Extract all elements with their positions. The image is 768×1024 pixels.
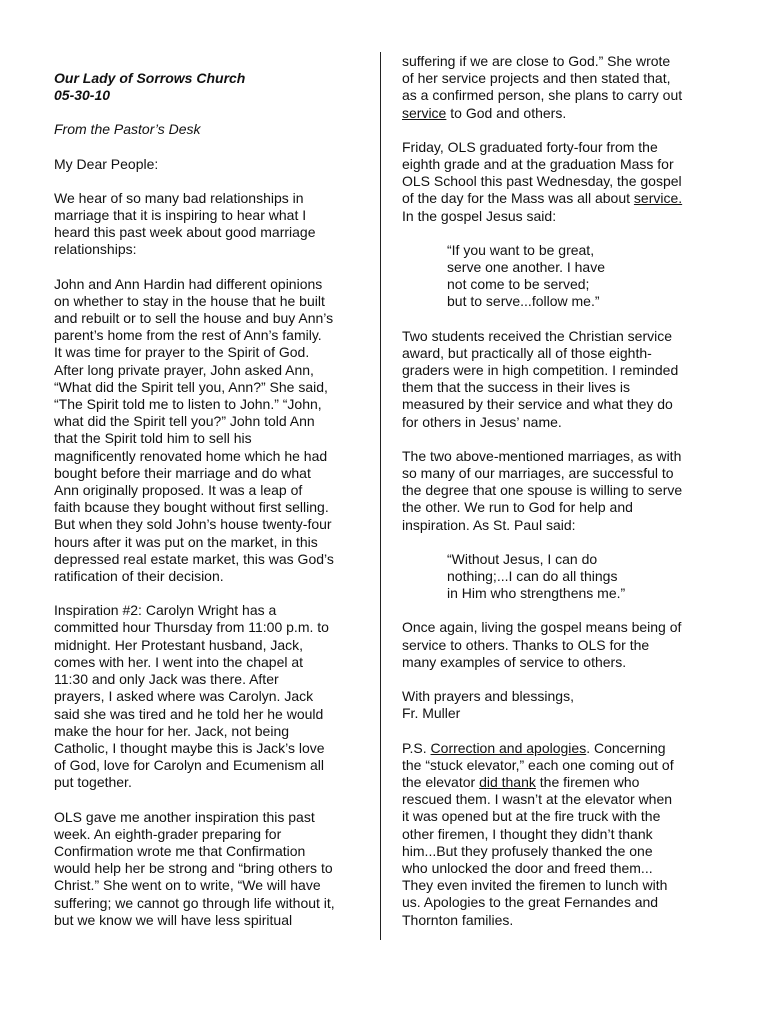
paragraph-marriages-service: [402, 448, 722, 534]
postscript: [402, 740, 722, 929]
quote-line: but to serve...follow me.”: [447, 293, 600, 310]
underlined-service: service: [402, 104, 447, 121]
underlined-did-thank: did thank: [479, 773, 536, 790]
text-line: But when they sold John’s house twenty-four: [54, 516, 332, 533]
quote-line: not come to be served;: [447, 276, 590, 293]
text-line: that the Spirit told him to sell his: [54, 430, 252, 447]
ps-label: P.S.: [402, 739, 431, 756]
text-line: it was opened but at the fire truck with the: [402, 808, 661, 825]
text-line: other firemen, I thought they didn’t thank: [402, 825, 653, 842]
text-line: prayers, I asked where was Carolyn. Jack: [54, 688, 314, 705]
text-line: depressed real estate market, this was God’s: [54, 550, 334, 567]
text-line: The two above-mentioned marriages, as with: [402, 447, 682, 464]
text-line: rescued them. I wasn’t at the elevator when: [402, 791, 673, 808]
text-line: make the hour for her. Jack, not being: [54, 722, 290, 739]
text-line: week. An eighth-grader preparing for: [54, 825, 282, 842]
text-line: John and Ann Hardin had different opinions: [54, 275, 323, 292]
paragraph-award: [402, 328, 722, 431]
text-line: them that the success in their lives is: [402, 379, 630, 396]
column-heading: From the Pastor’s Desk: [54, 121, 201, 138]
text-line: Catholic, I thought maybe this is Jack’s love: [54, 739, 325, 756]
text-line: and rebuilt or to sell the house and buy Ann’s: [54, 310, 334, 327]
text-line: the other. We run to God for help and: [402, 499, 633, 516]
text-line: Inspiration #2: Carolyn Wright has a: [54, 602, 277, 619]
text-line: magnificently renovated home which he had: [54, 447, 328, 464]
text-line: graders were in high competition. I reminded: [402, 362, 679, 379]
text-line: suffering if we are close to God.” She wrote: [402, 53, 671, 69]
text-line: After long private prayer, John asked Ann,: [54, 361, 314, 378]
text-line: We hear of so many bad relationships in: [54, 189, 304, 206]
text-line: OLS School this past Wednesday, the gospel: [402, 173, 682, 190]
text-line: us. Apologies to the great Fernandes and: [402, 894, 659, 911]
text-line: Friday, OLS graduated forty-four from the: [402, 138, 658, 155]
text-line: who unlocked the door and freed them...: [402, 859, 653, 876]
quote-line: nothing;...I can do all things: [447, 568, 618, 585]
text-line: on whether to stay in the house that he built: [54, 292, 325, 309]
text-line: They even invited the firemen to lunch with: [402, 877, 668, 894]
text-line: In the gospel Jesus said:: [402, 207, 557, 224]
text-fragment: the firemen who: [535, 773, 640, 790]
quote-line: “Without Jesus, I can do: [447, 550, 598, 567]
text-line: as a confirmed person, she plans to carry out: [402, 87, 683, 104]
text-line: [402, 740, 722, 757]
text-line: measured by their service and what they do: [402, 396, 673, 413]
text-line: would help her be strong and “bring others to: [54, 860, 333, 877]
text-fragment: to God and others.: [446, 104, 567, 121]
paragraph-marriages: [54, 190, 366, 259]
text-fragment: the elevator: [402, 773, 480, 790]
text-line: [402, 774, 722, 791]
text-line: service to others. Thanks to OLS for the: [402, 636, 650, 653]
text-line: of her service projects and then stated that,: [402, 70, 671, 87]
closing: With prayers and blessings,: [402, 688, 574, 705]
text-line: Christ.” She went on to write, “We will have: [54, 877, 321, 894]
text-line: him...But they profusely thanked the one: [402, 842, 653, 859]
text-line: eighth grade and at the graduation Mass for: [402, 156, 674, 173]
text-line: midnight. Her Protestant husband, Jack,: [54, 636, 304, 653]
quote-line: “If you want to be great,: [447, 241, 595, 258]
left-column: [54, 0, 366, 946]
signoff: [402, 688, 722, 722]
text-line: ratification of their decision.: [54, 568, 224, 585]
paragraph-graduation: [402, 139, 722, 225]
text-line: Two students received the Christian service: [402, 327, 673, 344]
text-line: Thornton families.: [402, 911, 514, 928]
text-line: parent’s home from the rest of Ann’s family.: [54, 327, 322, 344]
text-line: the degree that one spouse is willing to serve: [402, 482, 683, 499]
gospel-quote: [402, 242, 722, 311]
text-line: Confirmation wrote me that Confirmation: [54, 842, 306, 859]
text-line: many examples of service to others.: [402, 653, 627, 670]
text-line: for others in Jesus’ name.: [402, 413, 562, 430]
text-line: “The Spirit told me to listen to John.” “John,: [54, 396, 322, 413]
signature: Fr. Muller: [402, 705, 461, 722]
text-line: relationships:: [54, 241, 137, 258]
paragraph-inspiration-2: [54, 602, 366, 791]
text-line: hours after it was put on the market, in this: [54, 533, 318, 550]
quote-line: serve one another. I have: [447, 259, 605, 276]
text-line: bought before their marriage and do what: [54, 464, 311, 481]
text-line: faith bcause they bought without first selling.: [54, 499, 329, 516]
text-line: so many of our marriages, are successful to: [402, 465, 674, 482]
text-line: comes with her. I went into the chapel at: [54, 653, 304, 670]
text-line: the “stuck elevator,” each one coming out of: [402, 756, 674, 773]
underlined-service: service.: [633, 190, 683, 207]
ps-heading: Correction and apologies: [430, 739, 587, 756]
text-line: put together.: [54, 774, 132, 791]
text-line: marriage that it is inspiring to hear what I: [54, 207, 307, 224]
text-line: Ann originally proposed. It was a leap of: [54, 482, 303, 499]
text-line: [402, 105, 722, 122]
bulletin-date: 05-30-10: [54, 87, 111, 104]
paragraph-confirmation: [54, 809, 366, 929]
text-line: Once again, living the gospel means being of: [402, 619, 682, 636]
text-line: of God, love for Carolyn and Ecumenism all: [54, 757, 325, 774]
text-line: 11:30 and only Jack was there. After: [54, 671, 279, 688]
text-line: award, but practically all of those eighth-: [402, 344, 652, 361]
text-line: OLS gave me another inspiration this past: [54, 808, 315, 825]
paragraph-confirmation-cont: [402, 53, 722, 122]
text-line: committed hour Thursday from 11:00 p.m. to: [54, 619, 329, 636]
text-line: what did the Spirit tell you?” John told Ann: [54, 413, 315, 430]
text-line: inspiration. As St. Paul said:: [402, 516, 576, 533]
st-paul-quote: [402, 551, 722, 603]
column-divider: [380, 52, 381, 940]
paragraph-hardin: [54, 276, 366, 586]
text-line: It was time for prayer to the Spirit of God.: [54, 344, 310, 361]
salutation: My Dear People:: [54, 155, 159, 172]
text-fragment: . Concerning: [586, 739, 666, 756]
text-line: but we know we will have less spiritual: [54, 911, 293, 928]
quote-line: in Him who strengthens me.”: [447, 585, 626, 602]
text-line: heard this past week about good marriage: [54, 224, 316, 241]
text-line: said she was tired and he told her he would: [54, 705, 324, 722]
text-line: suffering; we cannot go through life without it,: [54, 894, 335, 911]
text-line: [402, 190, 722, 207]
text-line: “What did the Spirit tell you, Ann?” She said,: [54, 378, 328, 395]
paragraph-living-gospel: [402, 619, 722, 671]
right-column: [402, 0, 722, 946]
text-fragment: of the day for the Mass was all about: [402, 190, 634, 207]
church-name: Our Lady of Sorrows Church: [54, 70, 246, 86]
